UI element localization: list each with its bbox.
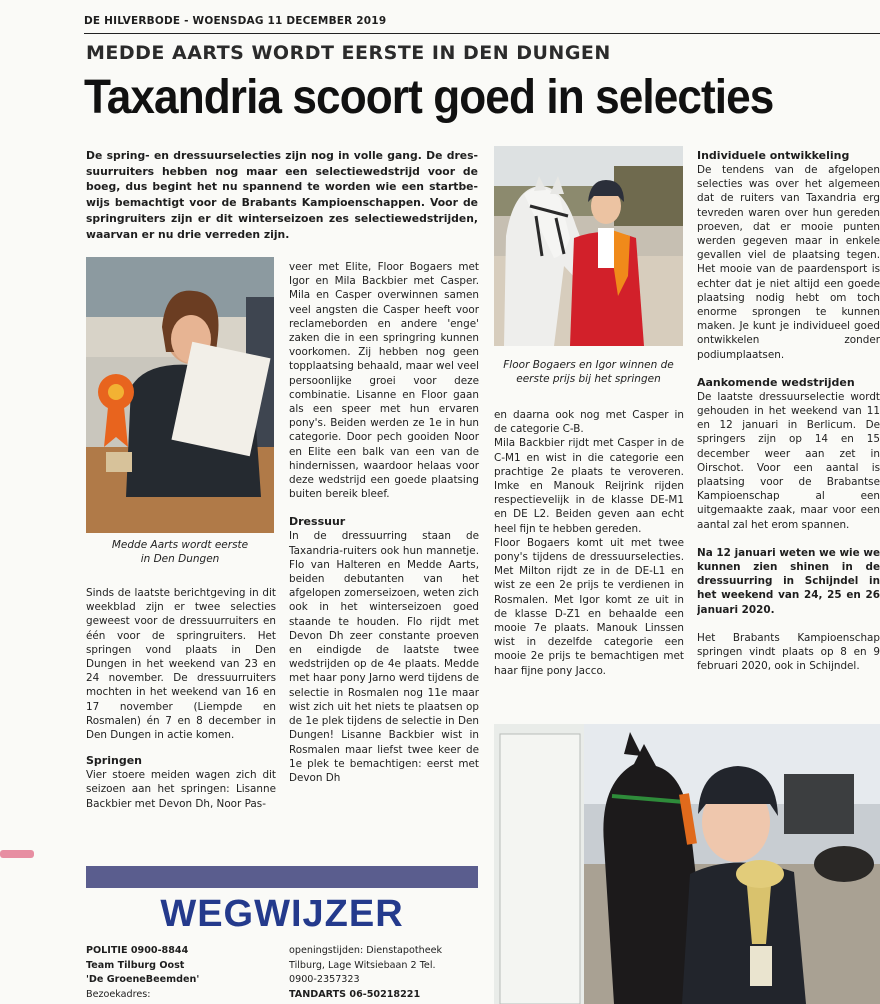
wegwijzer-line: Team Tilburg Oost: [86, 959, 185, 971]
wegwijzer-line: Bezoekadres:: [86, 988, 151, 1000]
column-2: [289, 260, 479, 785]
heading-individuele-ontwikkeling: Individuele ontwikkeling: [697, 149, 850, 162]
col2-paragraph-2: In de dressuurring staan de Taxandria-ruiters ook hun mannetje. Flo van Halteren en Medde Aarts, beiden debutanten van het afgelopen zomerseizoen, weten zich ook in het winterseizoen goed staande te houden. Flo rijdt met Devon Dh zeer constante proeven en eindigde de laatste twee wedstrijden op de 4e plaats. Medde met haar pony Jarno werd tijdens de selectie in Rosmalen nog 11e maar wist zich uit het niets te plaatsen op de 1e plek tijdens de selectie in Den Dungen! Lisanne Backbier wist in Rosmalen maar liefst twee keer de 1e plek te bemachtigen: eerst met Devon Dh: [289, 530, 479, 784]
wegwijzer-right: [289, 944, 479, 1002]
col4-paragraph-3: Na 12 januari weten we wie we kunnen zien shinen in de dressuurring in Schijndel in het weekend van 24, 25 en 26 januari 2020.: [697, 546, 880, 616]
wegwijzer-title: WEGWIJZER: [160, 893, 404, 935]
wegwijzer-line: Tilburg, Lage Witsiebaan 2 Tel.: [289, 959, 436, 971]
col4-paragraph-1: De tendens van de afgelopen selecties was over het algemeen dat de ruiters van Taxandria erg tevreden waren over hun gereden proeven, dat er mooie punten werden gegeven maar in enkele gevallen viel de plaatsing tegen. Het mooie van de paardensport is echter dat je niet altijd een goede plaatsing nodig hebt om toch enorme sprongen te kunnen maken. Je kunt je individueel goed ontwikkelen zonder podiumplaatsen.: [697, 164, 880, 361]
headline: Taxandria scoort goed in selecties: [84, 71, 774, 124]
column-4: [697, 149, 880, 709]
column-3: [494, 408, 684, 678]
column-1: [86, 586, 276, 811]
highlighter-mark: [0, 850, 34, 858]
caption-floor: Floor Bogaers en Igor winnen de eerste prijs bij het springen: [503, 359, 674, 385]
wegwijzer-line: openingstijden: Dienstapotheek: [289, 945, 443, 956]
photo-medde-pony: [494, 724, 880, 1004]
wegwijzer-left: [86, 944, 276, 1002]
col2-paragraph-1: veer met Elite, Floor Bogaers met Igor en Mila Backbier met Casper. Mila en Casper overwinnen samen veel angsten die Casper heeft voor reclameborden en andere 'enge' zaken die in een springring kunnen voorkomen. Zij hebben nog geen topplaatsing behaald, maar wel veel persoonlijke groei voor deze combinatie. Lisanne en Floor gaan als een speer met hun ervaren pony's. Beiden werden ze 1e in hun categorie. Door pech gooiden Noor en Elite een balk van een van de hindernissen, waardoor helaas voor deze wedstrijd een goede plaatsing buiten bereik bleef.: [289, 261, 479, 501]
col3-paragraph-1: en daarna ook nog met Casper in de categorie C-B.: [494, 409, 684, 436]
heading-springen: Springen: [86, 754, 142, 768]
masthead-rule: [84, 33, 880, 34]
wegwijzer-line: 0900-2357323: [289, 974, 360, 985]
heading-dressuur: Dressuur: [289, 515, 346, 529]
photo-floor-bogaers: [494, 146, 683, 346]
masthead: DE HILVERBODE - WOENSDAG 11 DECEMBER 2019: [84, 15, 387, 27]
wegwijzer-line: 'De GroeneBeemden': [86, 974, 200, 985]
heading-aankomende-wedstrijden: Aankomende wedstrijden: [697, 375, 855, 389]
intro-paragraph: De spring- en dressuurselecties zijn nog in volle gang. De dres-suurruiters hebben nog maar een selectiewedstrijd voor de boeg, dus begint het nu spannend te worden wie een startbe-wijs bemachtigt voor de Brabants Kampioenschappen. Voor de springruiters zijn er dit winterseizoen zes selectiewedstrijden, waarvan er nu drie verreden zijn.: [86, 149, 478, 241]
caption-medde: Medde Aarts wordt eerste in Den Dungen: [111, 539, 249, 565]
col3-paragraph-2: Mila Backbier rijdt met Casper in de C-M1 en wist in die categorie een prachtige 2e plaats te veroveren. Imke en Manouk Reijrink rijden respectievelijk in de klasse DE-M1 en DE L2. Beiden geven aan echt heel fijn te hebben gereden.: [494, 437, 684, 535]
kicker: MEDDE AARTS WORDT EERSTE IN DEN DUNGEN: [86, 42, 611, 64]
col4-paragraph-4: Het Brabants Kampioenschap springen vindt plaats op 8 en 9 februari 2020, ook in Schijndel.: [697, 631, 880, 673]
col1-paragraph-2: Vier stoere meiden wagen zich dit seizoen aan het springen: Lisanne Backbier met Devon Dh, Noor Pas-: [86, 769, 276, 810]
wegwijzer-line: TANDARTS 06-50218221: [289, 988, 421, 1000]
wegwijzer-bar: [86, 866, 478, 888]
photo-medde-aarts: [86, 257, 274, 533]
col3-paragraph-3: Floor Bogaers komt uit met twee pony's tijdens de dressuurselecties. Met Milton rijdt ze in de DE-L1 en wist ze een 2e prijs te verdienen in Rosmalen. Met Igor komt ze uit in de klasse D-Z1 en behaalde een mooie 7e plaats. Manouk Linssen wist in dezelfde categorie een mooie 2e prijs te bemachtigen met haar fijne pony Jacco.: [494, 536, 684, 677]
col4-paragraph-2: De laatste dressuurselectie wordt gehouden in het weekend van 11 en 12 januari in Berlicum. De springers zijn op 14 en 15 december weer aan zet in Oirschot. Voor een aantal is plaatsing voor de Brabantse Kampioenschap al een uitgemaakte zaak, maar voor een aantal zal het erom spannen.: [697, 390, 880, 531]
col1-paragraph-1: Sinds de laatste berichtgeving in dit weekblad zijn er twee selecties geweest voor de dressuurruiters en één voor de springruiters. Het springen vond plaats in Den Dungen in het weekend van 23 en 24 november. De dressuurruiters mochten in het weekend van 16 en 17 november (Liempde en Rosmalen) én 7 en 8 december in Den Dungen in actie komen.: [86, 587, 276, 742]
wegwijzer-line: POLITIE 0900-8844: [86, 945, 189, 956]
